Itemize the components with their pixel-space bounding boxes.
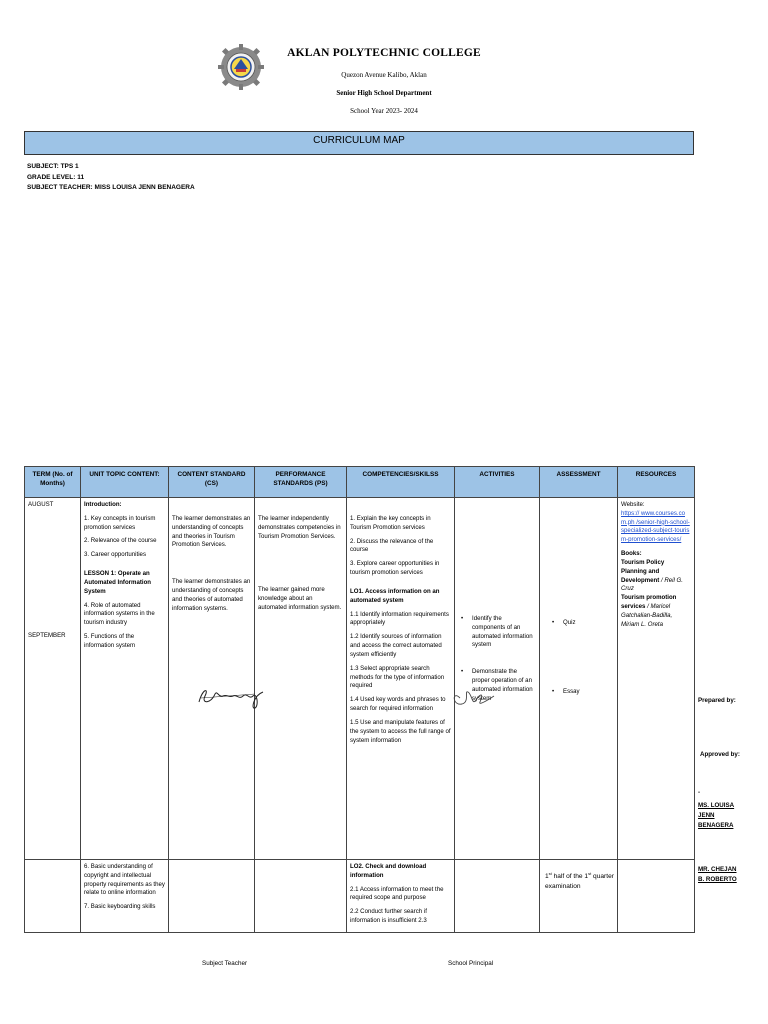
content-standard-cell — [169, 498, 255, 860]
subject-line: SUBJECT: TPS 1 — [27, 163, 79, 170]
topic-item: 5. Functions of the information system — [84, 633, 136, 649]
book-title: Tourism Policy Planning and Development — [621, 558, 665, 584]
learning-outcome-2: LO2. Check and download information — [350, 863, 427, 879]
competencies-cell — [347, 860, 455, 933]
term-august: AUGUST — [28, 501, 54, 508]
competency-item: 2.1 Access information to meet the required scope and purpose — [350, 885, 444, 902]
unit-topic-cell — [81, 860, 169, 933]
topic-item: 3. Career opportunities — [84, 551, 146, 559]
assessment-cell — [540, 860, 618, 933]
learning-outcome-1: LO1. Access information on an automated system — [350, 587, 440, 604]
department-name: Senior High School Department — [336, 89, 432, 97]
topic-item: 6. Basic understanding of copyright and intellectual property requirements as they relate to online information — [84, 863, 165, 897]
term-cell — [25, 860, 81, 933]
competency-item: 1.5 Use and manipulate features of the system to access the full range of system information — [350, 718, 451, 744]
assessment-cell — [540, 498, 618, 860]
col-header-competencies: COMPETENCIES/SKILSS — [347, 467, 455, 498]
activity-item: • Identify the components of an automated information system — [458, 615, 536, 650]
subject-info — [27, 162, 195, 194]
approved-by-label: Approved by: — [700, 751, 740, 758]
activities-cell — [455, 498, 540, 860]
performance-standard-1: The learner independently demonstrates competencies in Tourism Promotion Services. — [258, 515, 341, 540]
topic-item: 1. Key concepts in tourism promotion services — [84, 514, 156, 531]
topic-item: 4. Role of automated information systems in the tourism industry — [84, 601, 155, 627]
unit-topic-cell — [81, 498, 169, 860]
col-header-assessment: ASSESSMENT — [540, 467, 618, 498]
competency-item: 1. Explain the key concepts in Tourism Promotion services — [350, 515, 431, 531]
competency-item: 2.2 Conduct further search if information is insufficient 2.3 — [350, 908, 427, 925]
principal-signature — [450, 686, 496, 710]
col-header-resources: RESOURCES — [618, 467, 695, 498]
footer-school-principal: School Principal — [448, 960, 494, 967]
prepared-by-label: Prepared by: — [698, 697, 736, 704]
activities-cell — [455, 860, 540, 933]
assessment-quiz: • Quiz — [549, 619, 614, 628]
college-address: Quezon Avenue Kalibo, Aklan — [341, 71, 427, 79]
college-name: AKLAN POLYTECHNIC COLLEGE — [287, 47, 481, 59]
table-row — [25, 860, 695, 933]
book-entry — [621, 559, 691, 594]
curriculum-map-table — [24, 466, 695, 933]
resources-cell — [618, 860, 695, 933]
content-standard-1: The learner demonstrates an understanding of concepts and theories in Tourism Promotion Services. — [172, 515, 251, 549]
col-header-term: TERM (No. of Months) — [25, 467, 81, 498]
term-cell — [25, 498, 81, 860]
subject-teacher-line: SUBJECT TEACHER: MISS LOUISA JENN BENAGERA — [27, 184, 195, 191]
website-label: Website: — [621, 501, 645, 508]
topic-item: 2. Relevance of the course — [84, 537, 157, 545]
assessment-exam: 1st half of the 1st quarter examination — [545, 871, 614, 890]
competency-item: 3. Explore career opportunities in tourism promotion services — [350, 560, 440, 577]
resource-link[interactable]: https:// www.courses.com.ph /senior-high-school-specialized-subject-tourism-promotion-services/ — [621, 509, 690, 544]
col-header-content-standard: CONTENT STANDARD (CS) — [169, 467, 255, 498]
book-author: / Reil G. Cruz — [621, 576, 683, 593]
competencies-cell — [347, 498, 455, 860]
competency-item: 2. Discuss the relevance of the course — [350, 537, 434, 554]
topic-lesson-1: LESSON 1: Operate an Automated Information System — [84, 570, 152, 595]
content-standard-2: The learner demonstrates an understanding of concepts and theories of automated information systems. — [172, 578, 251, 612]
table-header-row — [25, 467, 695, 498]
teacher-name: MS. LOUISA JENN BENAGERA — [698, 802, 735, 829]
book-entry — [621, 594, 691, 629]
teacher-signature — [195, 684, 267, 710]
grade-level-line: GRADE LEVEL: 11 — [27, 173, 85, 181]
table-row — [25, 498, 695, 860]
competency-item: 1.2 Identify sources of information and access the correct automated system efficiently — [350, 633, 442, 658]
resources-cell — [618, 498, 695, 860]
footer-subject-teacher: Subject Teacher — [202, 960, 248, 967]
activity-item: • Demonstrate the proper operation of an automated information system — [458, 668, 536, 703]
col-header-activities: ACTIVITIES — [455, 467, 540, 498]
books-label: Books: — [621, 550, 642, 558]
performance-standards-cell — [255, 498, 347, 860]
competency-item: 1.4 Used key words and phrases to search for required information — [350, 696, 446, 713]
assessment-essay: • Essay — [549, 688, 614, 697]
book-author: / Maricel Gatchalian-Badilla, Miriam L. Oreta — [621, 603, 673, 628]
book-title: Tourism promotion services — [621, 594, 677, 611]
competency-item: 1.1 Identify information requirements appropriately — [350, 610, 449, 627]
competency-item: 1.3 Select appropriate search methods for the type of information required — [350, 664, 445, 690]
col-header-performance-standards: PERFORMANCE STANDARDS (PS) — [255, 467, 347, 498]
performance-standard-2: The learner gained more knowledge about an automated information system. — [258, 586, 342, 612]
principal-name: MR. CHEJAN B. ROBERTO — [698, 866, 737, 883]
performance-standards-cell — [255, 860, 347, 933]
topic-introduction: Introduction: — [84, 501, 122, 508]
term-september: SEPTEMBER — [28, 631, 66, 639]
school-year: School Year 2023- 2024 — [350, 107, 418, 115]
signature-dash: - — [698, 789, 701, 796]
content-standard-cell — [169, 860, 255, 933]
topic-item: 7. Basic keyboarding skills — [84, 903, 156, 911]
curriculum-map-banner: CURRICULUM MAP — [24, 131, 694, 155]
col-header-unit-topic: UNIT TOPIC CONTENT: — [81, 467, 169, 498]
